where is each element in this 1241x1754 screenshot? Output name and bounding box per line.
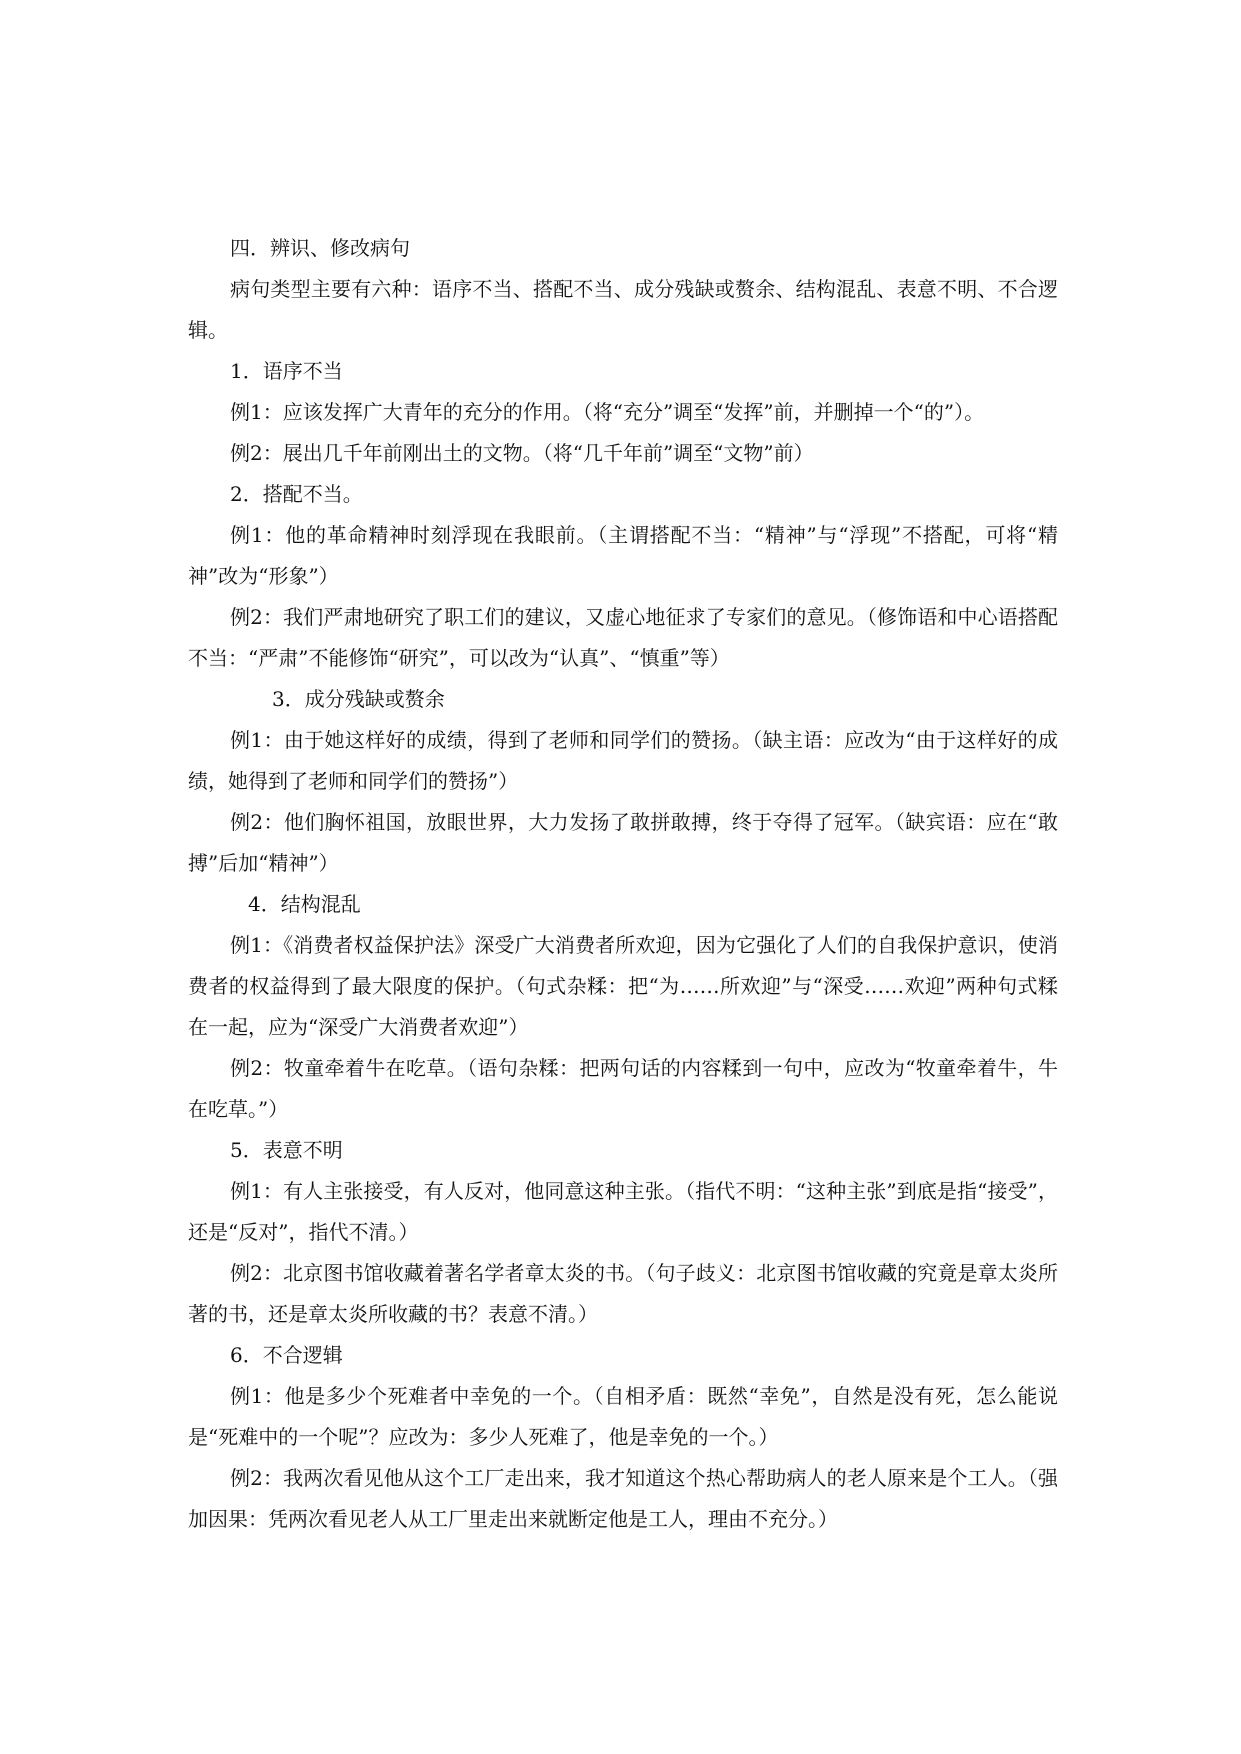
example-1-1: 例1：应该发挥广大青年的充分的作用。（将“充分”调至“发挥”前，并删掉一个“的”）。 bbox=[230, 400, 985, 424]
heading-4: 4．结构混乱 bbox=[248, 892, 361, 916]
heading-3: 3．成分残缺或赘余 bbox=[272, 687, 445, 711]
heading-6: 6．不合逻辑 bbox=[230, 1343, 343, 1367]
example-6-1: 例1：他是多少个死难者中幸免的一个。（自相矛盾：既然“幸免”，自然是没有死，怎么能说是“死难中的一个呢”？应改为：多少人死难了，他是幸免的一个。） bbox=[188, 1384, 1058, 1449]
example-1-2: 例2：展出几千年前刚出土的文物。（将“几千年前”调至“文物”前） bbox=[230, 441, 814, 465]
intro-paragraph: 病句类型主要有六种：语序不当、搭配不当、成分残缺或赘余、结构混乱、表意不明、不合逻辑。 bbox=[188, 277, 1058, 342]
heading-5: 5．表意不明 bbox=[230, 1138, 343, 1162]
example-4-1: 例1：《消费者权益保护法》深受广大消费者所欢迎，因为它强化了人们的自我保护意识，使消费者的权益得到了最大限度的保护。（句式杂糅：把“为……所欢迎”与“深受……欢迎”两种句式糅在一起，应为“深受广大消费者欢迎”） bbox=[188, 933, 1058, 1039]
example-5-1: 例1：有人主张接受，有人反对，他同意这种主张。（指代不明：“这种主张”到底是指“接受”，还是“反对”，指代不清。） bbox=[188, 1179, 1058, 1244]
example-3-1: 例1：由于她这样好的成绩，得到了老师和同学们的赞扬。（缺主语：应改为“由于这样好的成绩，她得到了老师和同学们的赞扬”） bbox=[188, 728, 1058, 793]
document-page bbox=[188, 228, 1058, 1540]
example-6-2: 例2：我两次看见他从这个工厂走出来，我才知道这个热心帮助病人的老人原来是个工人。（强加因果：凭两次看见老人从工厂里走出来就断定他是工人，理由不充分。） bbox=[188, 1466, 1058, 1531]
section-title: 四．辨识、修改病句 bbox=[230, 236, 410, 260]
heading-2: 2．搭配不当。 bbox=[230, 482, 363, 506]
example-2-2: 例2：我们严肃地研究了职工们的建议，又虚心地征求了专家们的意见。（修饰语和中心语搭配不当：“严肃”不能修饰“研究”，可以改为“认真”、“慎重”等） bbox=[188, 605, 1058, 670]
example-3-2: 例2：他们胸怀祖国，放眼世界，大力发扬了敢拼敢搏，终于夺得了冠军。（缺宾语：应在“敢搏”后加“精神”） bbox=[188, 810, 1058, 875]
example-2-1: 例1：他的革命精神时刻浮现在我眼前。（主谓搭配不当：“精神”与“浮现”不搭配，可将“精神”改为“形象”） bbox=[188, 523, 1058, 588]
example-4-2: 例2：牧童牵着牛在吃草。（语句杂糅：把两句话的内容糅到一句中，应改为“牧童牵着牛，牛在吃草。”） bbox=[188, 1056, 1058, 1121]
example-5-2: 例2：北京图书馆收藏着著名学者章太炎的书。（句子歧义：北京图书馆收藏的究竟是章太炎所著的书，还是章太炎所收藏的书？表意不清。） bbox=[188, 1261, 1058, 1326]
heading-1: 1．语序不当 bbox=[230, 359, 343, 383]
